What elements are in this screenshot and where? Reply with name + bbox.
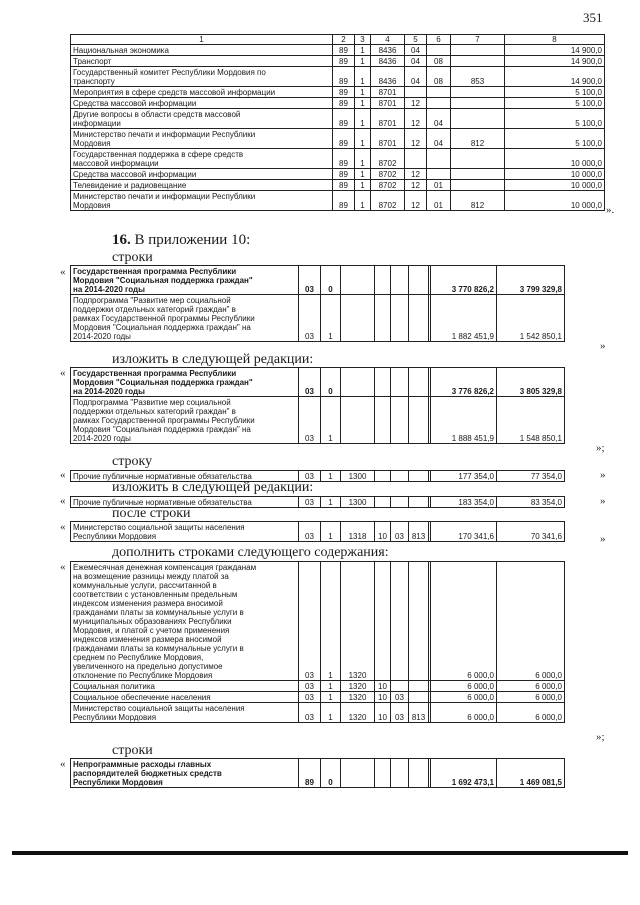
close-quote: » — [600, 533, 606, 545]
table-cell: 8702 — [371, 149, 405, 169]
table-row — [71, 368, 565, 397]
table-cell: 5 100,0 — [505, 129, 605, 149]
table-cell: 1 — [355, 67, 371, 87]
table-cell: 03 — [299, 562, 321, 681]
table-cell: 14 900,0 — [505, 56, 605, 67]
table-row — [71, 191, 605, 211]
table-cell: 8702 — [371, 180, 405, 191]
table-row — [71, 692, 565, 703]
table-cell: 89 — [333, 169, 355, 180]
table-cell: 8701 — [371, 98, 405, 109]
table-cell: 812 — [451, 129, 505, 149]
table-cell: 03 — [299, 522, 321, 542]
table-cell: 1 — [355, 149, 371, 169]
table-cell: 03 — [299, 295, 321, 342]
table-cell — [341, 266, 375, 295]
table-cell — [405, 149, 427, 169]
table-cell: 8436 — [371, 67, 405, 87]
table-cell: 77 354,0 — [497, 471, 565, 482]
table-cell: Непрограммные расходы главных распорядителей бюджетных средств Республики Мордовия — [71, 759, 299, 788]
column-header: 5 — [405, 35, 427, 45]
table-cell: 6 000,0 — [497, 692, 565, 703]
table-cell: Транспорт — [71, 56, 333, 67]
table-cell: 03 — [299, 471, 321, 482]
close-quote: » — [600, 340, 606, 352]
table-cell: 08 — [427, 67, 451, 87]
table-row — [71, 149, 605, 169]
table-row — [71, 759, 565, 788]
table-cell: 03 — [391, 703, 409, 723]
table-cell: 1320 — [341, 692, 375, 703]
table-cell: 89 — [299, 759, 321, 788]
table-cell: 1 — [355, 98, 371, 109]
table-cell: Государственная поддержка в сфере средств массовой информации — [71, 149, 333, 169]
table-cell: 03 — [299, 681, 321, 692]
table-cell: 3 799 329,8 — [497, 266, 565, 295]
table-cell — [375, 471, 391, 482]
table-cell — [451, 98, 505, 109]
table-cell: Другие вопросы в области средств массовой информации — [71, 109, 333, 129]
table-cell: 1320 — [341, 703, 375, 723]
open-quote: « — [60, 469, 66, 481]
table-cell: 0 — [321, 266, 341, 295]
open-quote: « — [60, 561, 66, 573]
table-cell: 1 — [321, 562, 341, 681]
table-row — [71, 129, 605, 149]
table-cell: 14 900,0 — [505, 67, 605, 87]
table-cell: 3 776 826,2 — [431, 368, 497, 397]
table-1-header — [71, 35, 605, 45]
table-cell — [409, 295, 429, 342]
close-semicolon: »; — [596, 731, 605, 743]
table-cell: 03 — [299, 397, 321, 444]
table-cell — [391, 471, 409, 482]
table-cell: 5 100,0 — [505, 109, 605, 129]
table-cell: 1 — [355, 56, 371, 67]
table-cell: 6 000,0 — [431, 703, 497, 723]
table-cell: 12 — [405, 180, 427, 191]
close-semicolon: »; — [596, 442, 605, 454]
open-quote: « — [60, 758, 66, 770]
table-cell — [375, 266, 391, 295]
table-cell: 1320 — [341, 562, 375, 681]
table-cell: Социальная политика — [71, 681, 299, 692]
table-cell: 813 — [409, 703, 429, 723]
table-cell: 10 — [375, 703, 391, 723]
table-cell: 89 — [333, 191, 355, 211]
table-cell: 1 — [355, 191, 371, 211]
table-cell: 04 — [405, 45, 427, 56]
table-cell: 8701 — [371, 129, 405, 149]
table-cell: Средства массовой информации — [71, 169, 333, 180]
table-cell: 170 341,6 — [431, 522, 497, 542]
table-cell — [341, 295, 375, 342]
table-block-b — [70, 367, 565, 444]
table-cell: 89 — [333, 56, 355, 67]
table-cell — [341, 368, 375, 397]
table-cell — [391, 368, 409, 397]
table-row — [71, 109, 605, 129]
table-row — [71, 169, 605, 180]
bottom-rule — [12, 851, 628, 855]
column-header: 4 — [371, 35, 405, 45]
table-block-a — [70, 265, 565, 342]
label-posle-stroki: после строки — [112, 506, 191, 521]
table-cell: 12 — [405, 191, 427, 211]
table-row — [71, 45, 605, 56]
table-cell: 1318 — [341, 522, 375, 542]
table-cell: 04 — [405, 67, 427, 87]
table-cell — [391, 759, 409, 788]
label-stroki-2: строки — [112, 743, 153, 758]
table-cell: 12 — [405, 129, 427, 149]
table-cell: 8436 — [371, 56, 405, 67]
table-cell: 89 — [333, 67, 355, 87]
table-cell: Социальное обеспечение населения — [71, 692, 299, 703]
table-block-e — [70, 521, 565, 542]
table-cell: Подпрограмма "Развитие мер социальной поддержки отдельных категорий граждан" в рамках Государственной программы Республики Мордовия "Социальная поддержка граждан" на 2014-2020 годы — [71, 397, 299, 444]
table-row — [71, 266, 565, 295]
table-cell: 813 — [409, 522, 429, 542]
table-cell: 04 — [427, 109, 451, 129]
table-cell: 5 100,0 — [505, 87, 605, 98]
table-cell: 03 — [299, 703, 321, 723]
table-cell: Государственная программа Республики Мордовия "Социальная поддержка граждан" на 2014-2020 годы — [71, 368, 299, 397]
table-cell — [427, 98, 451, 109]
table-cell: 04 — [405, 56, 427, 67]
table-row — [71, 56, 605, 67]
table-cell — [451, 45, 505, 56]
table-cell: 1 469 081,5 — [497, 759, 565, 788]
table-cell — [427, 45, 451, 56]
table-1 — [70, 34, 605, 211]
table-cell: Прочие публичные нормативные обязательства — [71, 497, 299, 508]
table-cell: 89 — [333, 149, 355, 169]
table-cell: 03 — [391, 522, 409, 542]
table-cell: Прочие публичные нормативные обязательства — [71, 471, 299, 482]
table-cell: 6 000,0 — [431, 681, 497, 692]
table-cell — [451, 87, 505, 98]
open-quote: « — [60, 266, 66, 278]
table-cell — [409, 368, 429, 397]
table-cell — [427, 87, 451, 98]
table-cell: 8701 — [371, 109, 405, 129]
table-row — [71, 703, 565, 723]
table-cell: 1 — [355, 109, 371, 129]
table-cell: 1 542 850,1 — [497, 295, 565, 342]
table-cell: 03 — [299, 692, 321, 703]
table-cell: 6 000,0 — [431, 562, 497, 681]
table-cell: 6 000,0 — [497, 703, 565, 723]
table-cell — [409, 266, 429, 295]
table-row — [71, 180, 605, 191]
table-cell — [451, 56, 505, 67]
table-cell — [375, 397, 391, 444]
table-cell — [341, 759, 375, 788]
section-number: 16. — [112, 232, 131, 248]
table-cell: 3 805 329,8 — [497, 368, 565, 397]
section-heading — [112, 232, 250, 249]
table-cell: 14 900,0 — [505, 45, 605, 56]
table-cell: 1 — [355, 129, 371, 149]
table-1-end-mark: ». — [606, 204, 615, 216]
table-cell: 10 — [375, 522, 391, 542]
close-quote: » — [600, 469, 606, 481]
table-cell: 04 — [427, 129, 451, 149]
table-cell: 89 — [333, 129, 355, 149]
table-cell — [409, 471, 429, 482]
table-cell: Средства массовой информации — [71, 98, 333, 109]
table-cell: Министерство печати и информации Республики Мордовия — [71, 191, 333, 211]
table-cell: 6 000,0 — [497, 562, 565, 681]
table-cell: 01 — [427, 180, 451, 191]
table-cell: 10 000,0 — [505, 169, 605, 180]
table-cell: 1 692 473,1 — [431, 759, 497, 788]
open-quote: « — [60, 521, 66, 533]
table-cell — [451, 109, 505, 129]
table-cell: 03 — [299, 497, 321, 508]
table-cell: 10 — [375, 692, 391, 703]
table-cell: 8702 — [371, 169, 405, 180]
table-cell: 183 354,0 — [431, 497, 497, 508]
label-stroki-1: строки — [112, 250, 153, 265]
page-number: 351 — [583, 10, 603, 25]
open-quote: « — [60, 367, 66, 379]
table-cell: 1 — [321, 295, 341, 342]
table-row — [71, 522, 565, 542]
table-cell — [451, 180, 505, 191]
table-cell: Телевидение и радиовещание — [71, 180, 333, 191]
table-cell: 1 — [355, 87, 371, 98]
table-row — [71, 295, 565, 342]
table-cell: 89 — [333, 109, 355, 129]
table-cell: 1 882 451,9 — [431, 295, 497, 342]
table-cell: 1 — [321, 703, 341, 723]
table-cell: 1 — [355, 180, 371, 191]
table-cell — [451, 169, 505, 180]
table-cell: 1 — [321, 397, 341, 444]
table-cell: 1 — [321, 692, 341, 703]
table-cell — [391, 295, 409, 342]
close-quote: » — [600, 495, 606, 507]
table-cell: 1320 — [341, 681, 375, 692]
table-cell — [391, 266, 409, 295]
table-block-g — [70, 758, 565, 788]
table-cell: 10 — [375, 681, 391, 692]
table-cell — [409, 562, 429, 681]
table-cell: 10 000,0 — [505, 149, 605, 169]
table-cell — [375, 562, 391, 681]
table-cell: 89 — [333, 98, 355, 109]
table-cell: 03 — [299, 368, 321, 397]
table-cell: Национальная экономика — [71, 45, 333, 56]
table-cell: 6 000,0 — [431, 692, 497, 703]
table-cell: 1300 — [341, 497, 375, 508]
table-cell: 89 — [333, 45, 355, 56]
table-cell — [451, 149, 505, 169]
table-cell: 70 341,6 — [497, 522, 565, 542]
table-cell: 3 770 826,2 — [431, 266, 497, 295]
table-cell — [409, 397, 429, 444]
table-cell: 8702 — [371, 191, 405, 211]
table-cell: 12 — [405, 98, 427, 109]
table-cell — [375, 368, 391, 397]
table-row — [71, 397, 565, 444]
table-cell: 03 — [391, 692, 409, 703]
table-cell — [409, 497, 429, 508]
table-cell: 6 000,0 — [497, 681, 565, 692]
table-cell — [375, 497, 391, 508]
table-row — [71, 562, 565, 681]
column-header: 7 — [451, 35, 505, 45]
table-cell: 8701 — [371, 87, 405, 98]
table-cell: Министерство социальной защиты населения Республики Мордовия — [71, 522, 299, 542]
table-cell — [405, 87, 427, 98]
table-cell — [391, 397, 409, 444]
table-cell: Ежемесячная денежная компенсация гражданам на возмещение разницы между платой за коммунальные услуги, рассчитанной в соответствии с установленным предельным индексом изменения размера вносимой гражданами платы за коммунальные услуги в муниципальных образованиях Республики Мордовия, и платой с учетом применения индексов изменения размера вносимой гражданами платы за коммунальные услуги в среднем по Республике Мордовия, увеличенного на предельно допустимое отклонение по Республике Мордовия — [71, 562, 299, 681]
table-row — [71, 681, 565, 692]
table-cell: 1 — [355, 45, 371, 56]
table-cell — [391, 562, 409, 681]
table-cell: 5 100,0 — [505, 98, 605, 109]
table-cell: 89 — [333, 87, 355, 98]
table-cell: Министерство социальной защиты населения Республики Мордовия — [71, 703, 299, 723]
table-cell: 1 — [321, 522, 341, 542]
table-cell — [391, 681, 409, 692]
open-quote: « — [60, 495, 66, 507]
table-cell — [341, 397, 375, 444]
table-cell: 03 — [299, 266, 321, 295]
table-cell: 89 — [333, 180, 355, 191]
table-1-body — [71, 45, 605, 211]
table-cell: 1 — [321, 681, 341, 692]
table-cell — [427, 149, 451, 169]
table-cell: 10 000,0 — [505, 180, 605, 191]
table-cell: 01 — [427, 191, 451, 211]
table-cell: Подпрограмма "Развитие мер социальной поддержки отдельных категорий граждан" в рамках Государственной программы Республики Мордовия "Социальная поддержка граждан" на 2014-2020 годы — [71, 295, 299, 342]
column-header: 2 — [333, 35, 355, 45]
label-izlozhit-2: изложить в следующей редакции: — [112, 480, 314, 495]
table-cell: 177 354,0 — [431, 471, 497, 482]
table-row — [71, 67, 605, 87]
table-cell: 10 000,0 — [505, 191, 605, 211]
table-cell: 8436 — [371, 45, 405, 56]
table-cell: 08 — [427, 56, 451, 67]
label-stroku: строку — [112, 454, 153, 469]
column-header: 8 — [505, 35, 605, 45]
table-cell — [409, 692, 429, 703]
table-cell — [409, 759, 429, 788]
table-cell: 1 548 850,1 — [497, 397, 565, 444]
table-cell: 12 — [405, 169, 427, 180]
section-text: В приложении 10: — [134, 232, 251, 248]
table-cell: 83 354,0 — [497, 497, 565, 508]
table-cell — [391, 497, 409, 508]
table-cell — [375, 759, 391, 788]
table-cell — [375, 295, 391, 342]
table-cell: 853 — [451, 67, 505, 87]
column-header: 6 — [427, 35, 451, 45]
table-cell: 1300 — [341, 471, 375, 482]
table-row — [71, 87, 605, 98]
table-cell: 812 — [451, 191, 505, 211]
column-header: 1 — [71, 35, 333, 45]
table-cell: 12 — [405, 109, 427, 129]
table-cell: Государственная программа Республики Мордовия "Социальная поддержка граждан" на 2014-2020 годы — [71, 266, 299, 295]
label-izlozhit-1: изложить в следующей редакции: — [112, 352, 314, 367]
table-cell: 0 — [321, 368, 341, 397]
table-cell — [409, 681, 429, 692]
table-cell: 1 — [321, 497, 341, 508]
column-header: 3 — [355, 35, 371, 45]
table-cell — [427, 169, 451, 180]
label-dopolnit: дополнить строками следующего содержания: — [112, 545, 389, 560]
table-block-f — [70, 561, 565, 723]
table-cell: Министерство печати и информации Республики Мордовия — [71, 129, 333, 149]
table-row — [71, 98, 605, 109]
table-cell: 0 — [321, 759, 341, 788]
table-cell: Государственный комитет Республики Мордовия по транспорту — [71, 67, 333, 87]
table-cell: 1 — [321, 471, 341, 482]
table-cell: 1 888 451,9 — [431, 397, 497, 444]
table-cell: 1 — [355, 169, 371, 180]
table-cell: Мероприятия в сфере средств массовой информации — [71, 87, 333, 98]
